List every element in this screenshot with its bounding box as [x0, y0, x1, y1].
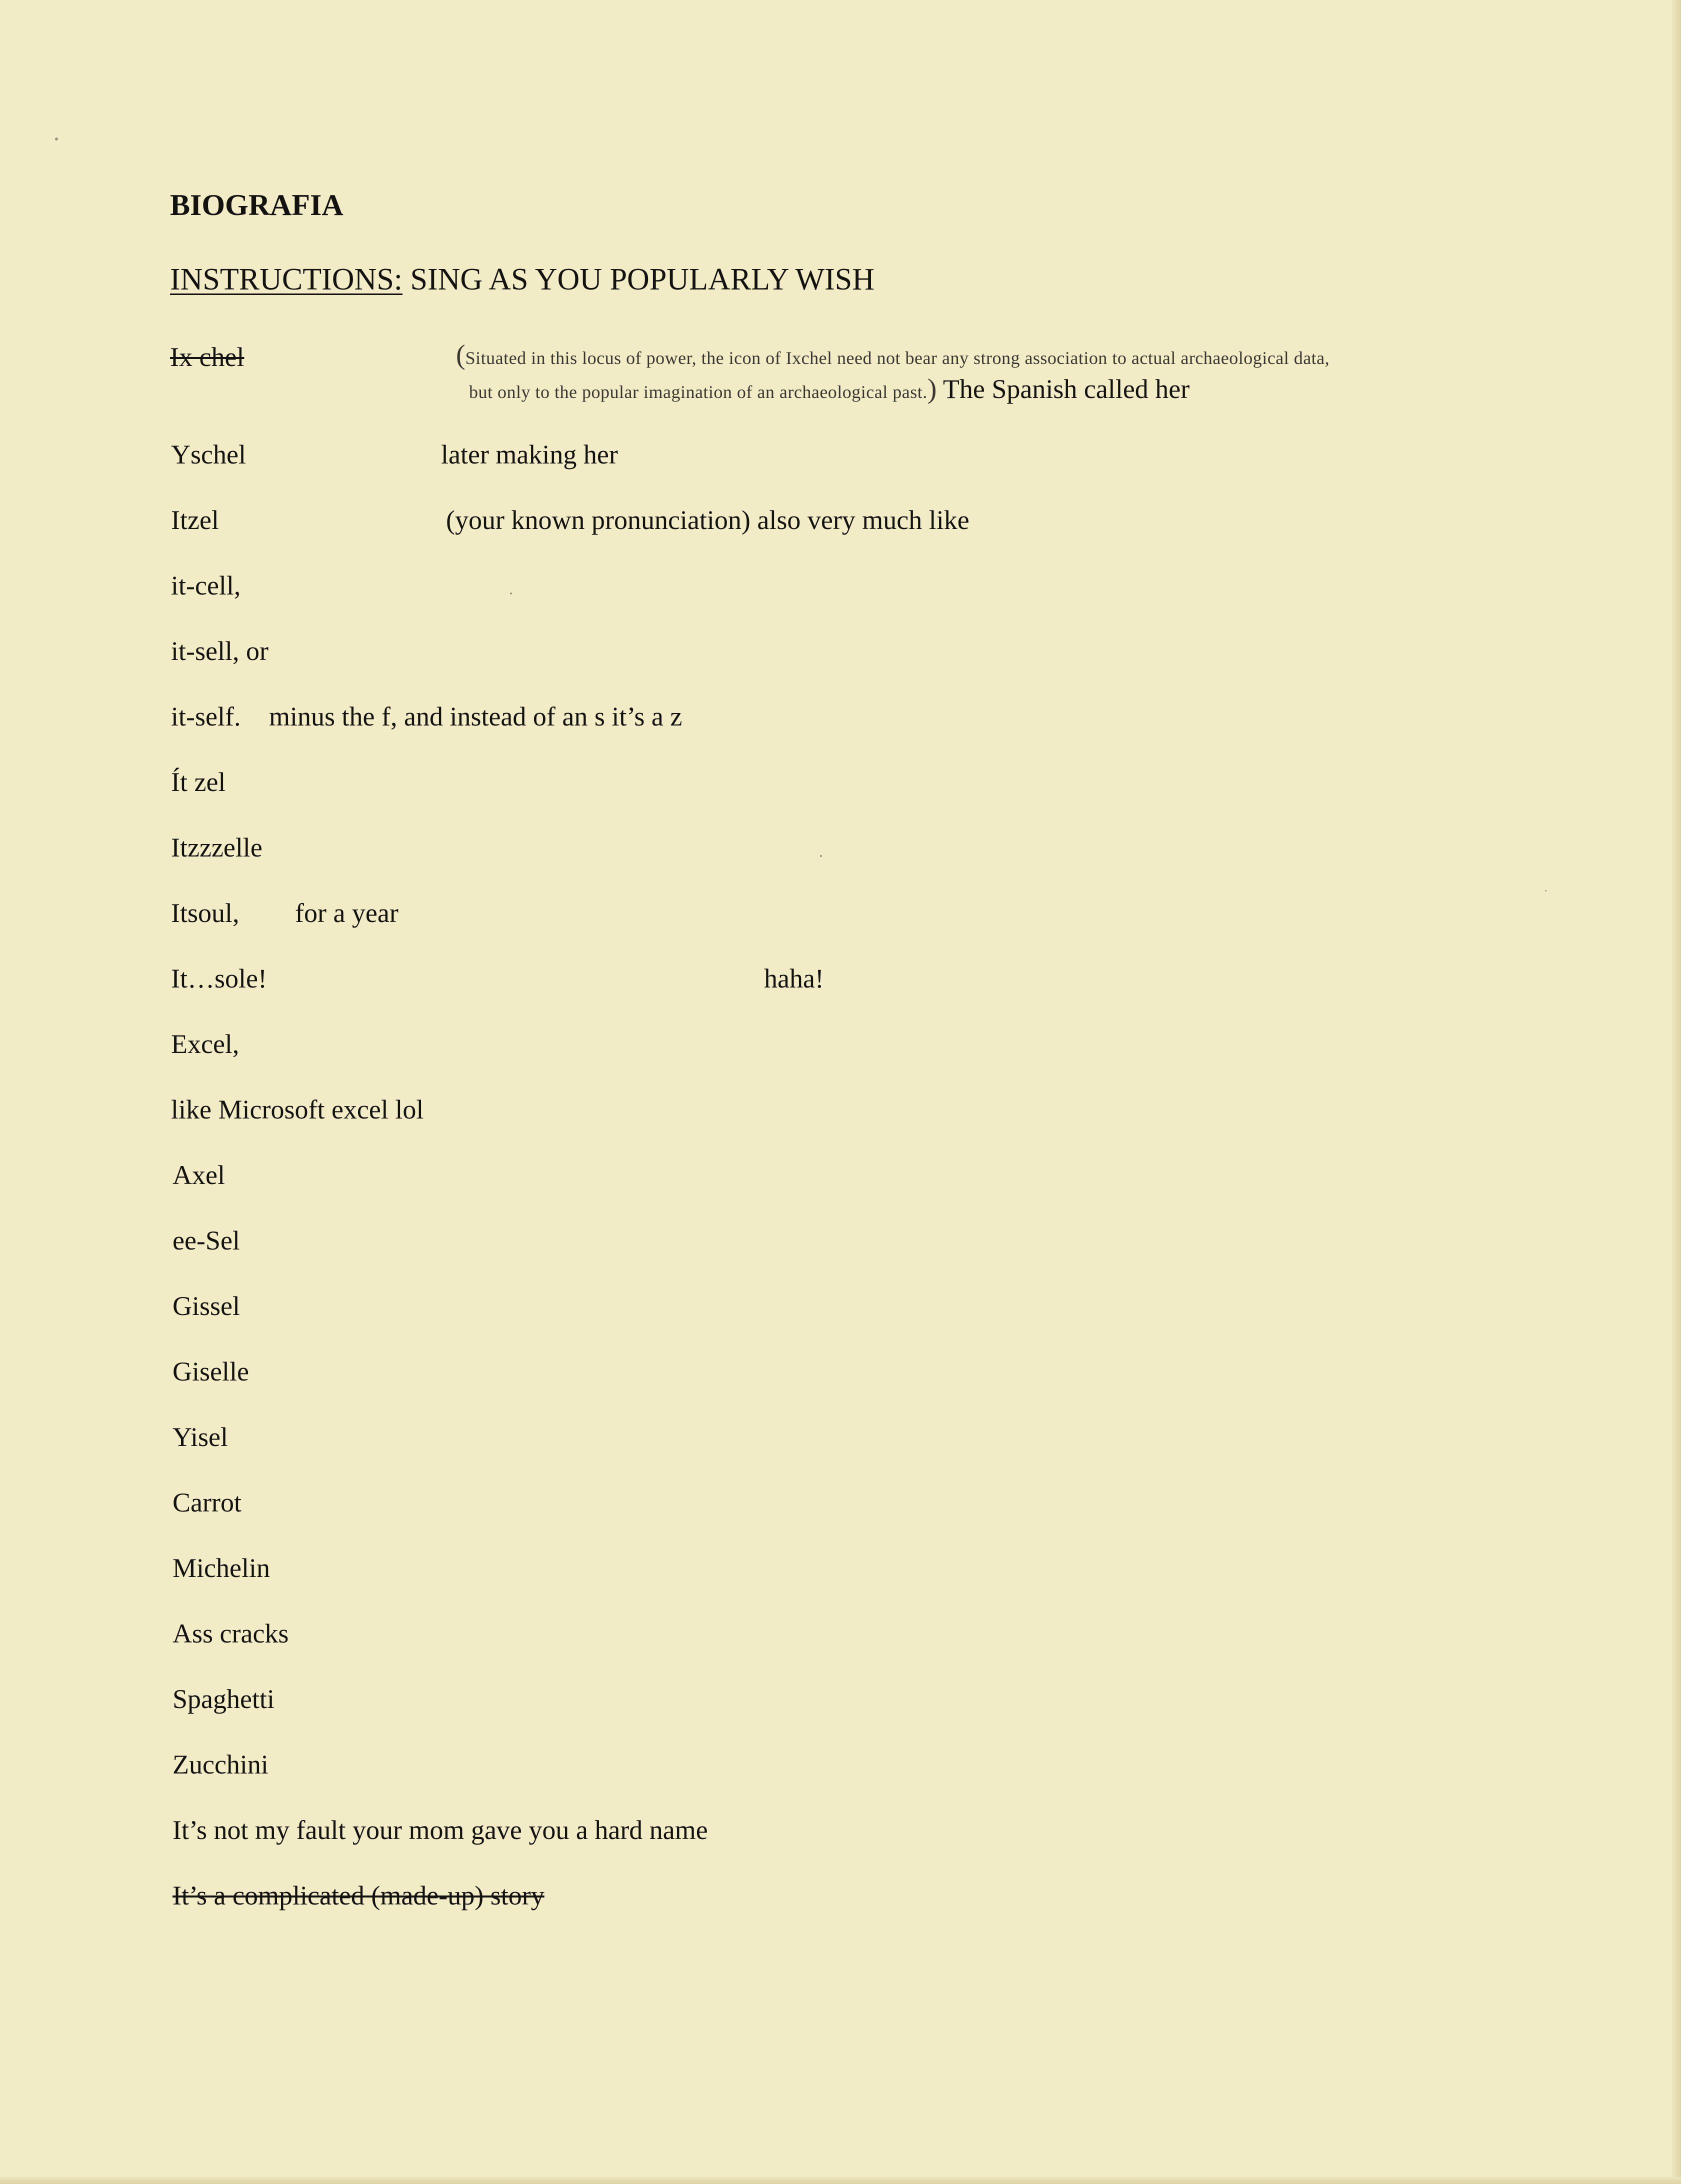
line-left: like Microsoft excel lol	[171, 1094, 424, 1124]
line-left: Itzzzelle	[171, 832, 262, 862]
paper-speck	[1545, 890, 1546, 892]
line-right: minus the f, and instead of an s it’s a z	[269, 702, 682, 732]
line-left: Zucchini	[172, 1750, 268, 1780]
line-left: Giselle	[172, 1356, 249, 1386]
ixchel-note-line-2	[469, 375, 1190, 403]
struck-last-line: It’s a complicated (made-up) story	[172, 1880, 544, 1910]
line-left: Itzel	[171, 505, 219, 535]
document-title: BIOGRAFIA	[170, 188, 344, 222]
line-left: Axel	[172, 1160, 225, 1190]
paper-speck	[510, 592, 512, 594]
line-left: Gissel	[172, 1291, 240, 1321]
instructions-label: INSTRUCTIONS:	[170, 262, 403, 296]
line-left: Itsoul,	[171, 898, 240, 928]
line-left: It…sole!	[171, 964, 267, 994]
ixchel-note-line-1	[456, 341, 1330, 369]
line-left: it-cell,	[171, 570, 241, 600]
spanish-called-her: The Spanish called her	[936, 374, 1190, 404]
line-right: for a year	[295, 898, 398, 928]
note-text-1: Situated in this locus of power, the icon of Ixchel need not bear any strong association to actual archaeological data,	[465, 348, 1330, 368]
line-left: Michelin	[172, 1553, 270, 1583]
note-open-paren: (	[456, 340, 466, 370]
line-left: ee-Sel	[172, 1226, 240, 1256]
line-left: it-self.	[171, 702, 241, 732]
line-left: Spaghetti	[172, 1684, 274, 1714]
line-right: later making her	[441, 440, 618, 470]
line-left: Carrot	[172, 1488, 242, 1518]
line-left: it-sell, or	[171, 636, 268, 666]
line-left: Yisel	[172, 1422, 228, 1452]
line-right: haha!	[764, 964, 824, 994]
paper-speck	[55, 138, 58, 140]
struck-name-ixchel: Ix chel	[170, 342, 244, 372]
page-right-edge	[1672, 0, 1681, 2184]
line-left: Ass cracks	[172, 1618, 289, 1648]
instructions-text: SING AS YOU POPULARLY WISH	[402, 262, 875, 296]
page-bottom-edge	[0, 2177, 1681, 2184]
paper-speck	[820, 855, 822, 857]
line-left: Ít zel	[171, 767, 226, 797]
note-close-paren: )	[927, 374, 937, 404]
note-text-2: but only to the popular imagination of an archaeological past.	[469, 382, 928, 402]
line-left: It’s not my fault your mom gave you a hard name	[172, 1815, 708, 1845]
line-right: (your known pronunciation) also very much like	[446, 505, 970, 535]
instructions-line	[170, 264, 874, 295]
line-left: Yschel	[171, 440, 246, 470]
line-left: Excel,	[171, 1029, 240, 1059]
